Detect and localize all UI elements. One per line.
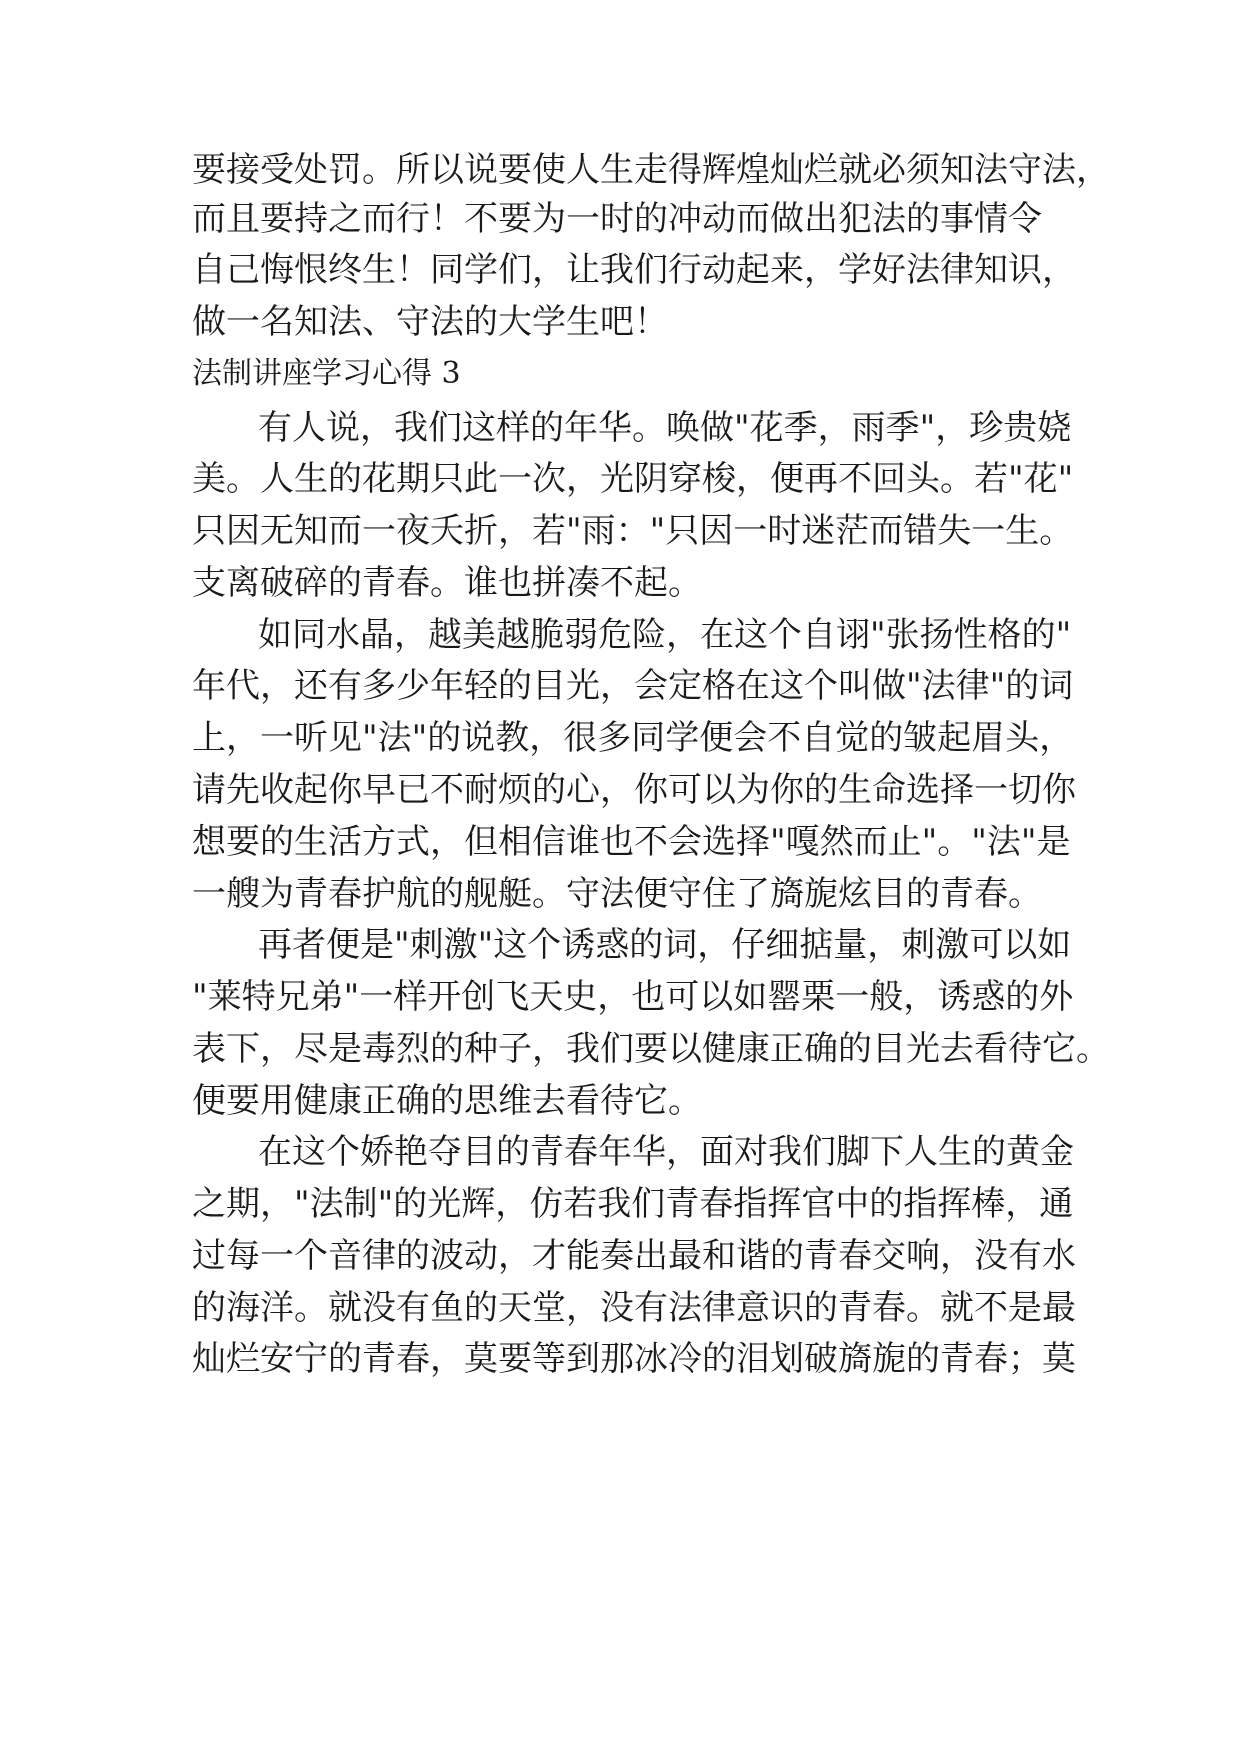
- text-line: 便要用健康正确的思维去看待它。: [192, 1081, 702, 1121]
- text-line: 而且要持之而行！不要为一时的冲动而做出犯法的事情令: [192, 199, 1042, 239]
- text-line: 支离破碎的青春。谁也拼凑不起。: [192, 563, 702, 603]
- text-line: 过每一个音律的波动，才能奏出最和谐的青春交响，没有水: [192, 1236, 1076, 1276]
- paragraph-start-line: 如同水晶，越美越脆弱危险，在这个自诩"张扬性格的": [258, 615, 1072, 655]
- text-line: 美。人生的花期只此一次，光阴穿梭，便再不回头。若"花": [192, 459, 1074, 499]
- text-line: "莱特兄弟"一样开创飞天史，也可以如罂栗一般，诱惑的外: [192, 977, 1074, 1017]
- text-line: 上，一听见"法"的说教，很多同学便会不自觉的皱起眉头，: [192, 718, 1074, 758]
- text-line: 请先收起你早已不耐烦的心，你可以为你的生命选择一切你: [192, 770, 1076, 810]
- text-line: 只因无知而一夜夭折，若"雨："只因一时迷茫而错失一生。: [192, 511, 1074, 551]
- text-line: 表下，尽是毒烈的种子，我们要以健康正确的目光去看待它。: [192, 1029, 1110, 1069]
- text-line: 做一名知法、守法的大学生吧！: [192, 302, 668, 342]
- paragraph-start-line: 再者便是"刺激"这个诱惑的词，仔细掂量，刺激可以如: [258, 925, 1072, 965]
- text-line: 一艘为青春护航的舰艇。守法便守住了旖旎炫目的青春。: [192, 874, 1042, 914]
- text-line: 想要的生活方式，但相信谁也不会选择"嘎然而止"。"法"是: [192, 822, 1071, 862]
- paragraph-start-line: 在这个娇艳夺目的青春年华，面对我们脚下人生的黄金: [258, 1132, 1074, 1172]
- section-heading: 法制讲座学习心得 3: [192, 356, 461, 391]
- text-line: 自己悔恨终生！同学们，让我们行动起来，学好法律知识，: [192, 250, 1076, 290]
- paragraph-start-line: 有人说，我们这样的年华。唤做"花季，雨季"，珍贵娆: [258, 408, 1072, 448]
- text-line: 年代，还有多少年轻的目光，会定格在这个叫做"法律"的词: [192, 666, 1074, 706]
- text-line: 要接受处罚。所以说要使人生走得辉煌灿烂就必须知法守法，: [192, 150, 1110, 190]
- text-line: 之期，"法制"的光辉，仿若我们青春指挥官中的指挥棒，通: [192, 1184, 1074, 1224]
- text-line: 灿烂安宁的青春，莫要等到那冰冷的泪划破旖旎的青春；莫: [192, 1339, 1076, 1379]
- text-line: 的海洋。就没有鱼的天堂，没有法律意识的青春。就不是最: [192, 1288, 1076, 1328]
